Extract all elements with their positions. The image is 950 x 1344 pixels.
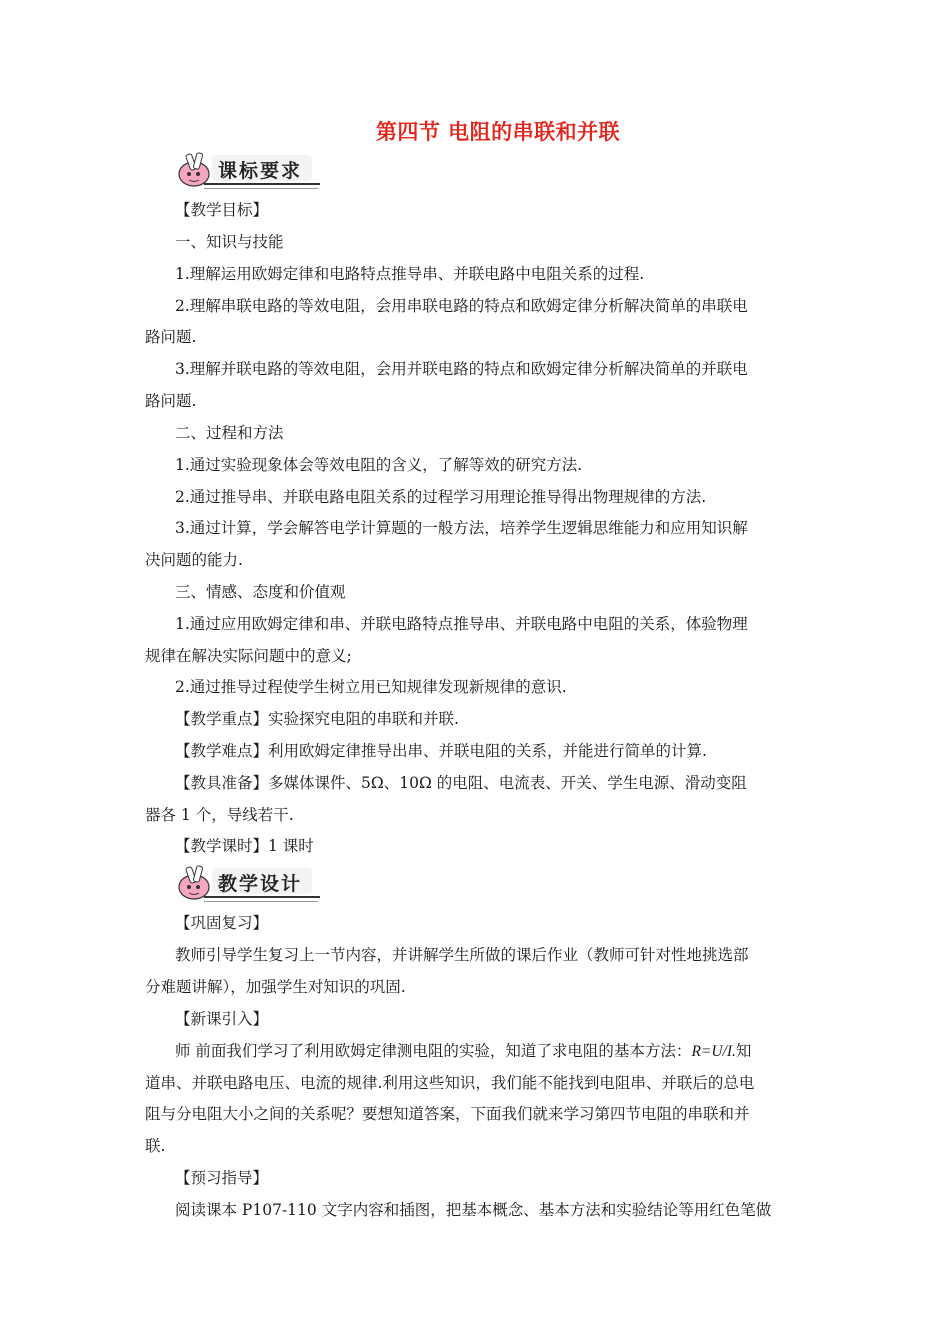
paragraph-line: 2.通过推导串、并联电路电阻关系的过程学习用理论推导得出物理规律的方法.: [175, 488, 707, 506]
paragraph-line: 路问题.: [145, 328, 197, 346]
heading-preview-guide: 【预习指导】: [175, 1169, 269, 1187]
paragraph-line: 3.理解并联电路的等效电阻，会用并联电路的特点和欧姆定律分析解决简单的并联电: [175, 360, 748, 378]
text-teaching-aids: 多媒体课件、5Ω、10Ω 的电阻、电流表、开关、学生电源、滑动变阻: [268, 774, 747, 792]
subheading-emotion-values: 三、情感、态度和价值观: [175, 583, 346, 601]
paragraph-line: 联.: [145, 1137, 166, 1155]
paragraph-line: 2.通过推导过程使学生树立用已知规律发现新规律的意识.: [175, 678, 567, 696]
page-title: 第四节 电阻的串联和并联: [375, 120, 621, 144]
paragraph-line: 阻与分电阻大小之间的关系呢？要想知道答案，下面我们就来学习第四节电阻的串联和并: [145, 1105, 750, 1123]
teaching-focus: [175, 709, 459, 729]
heading-teaching-goals: 【教学目标】: [175, 201, 269, 219]
label-teaching-difficulty: 【教学难点】: [175, 742, 269, 760]
paragraph-line: 1.通过应用欧姆定律和串、并联电路特点推导串、并联电路中电阻的关系，体验物理: [175, 615, 748, 633]
banner-label: 教学设计: [218, 873, 303, 895]
formula-ohms-law: R=U/I.: [691, 1043, 736, 1060]
paragraph-line: 1.理解运用欧姆定律和电路特点推导串、并联电路中电阻关系的过程.: [175, 265, 645, 283]
paragraph-line: [175, 1041, 751, 1062]
label-teaching-aids: 【教具准备】: [175, 774, 269, 792]
banner-label: 课标要求: [218, 160, 303, 182]
teaching-hours: [175, 836, 314, 856]
paragraph-line: 决问题的能力.: [145, 551, 243, 569]
subheading-knowledge-skills: 一、知识与技能: [175, 233, 284, 251]
text-segment: 师 前面我们学习了利用欧姆定律测电阻的实验，知道了求电阻的基本方法：: [175, 1042, 692, 1060]
label-teaching-hours: 【教学课时】: [175, 837, 269, 855]
subheading-process-methods: 二、过程和方法: [175, 424, 284, 442]
teaching-aids: [175, 773, 747, 793]
banner-curriculum-requirements: [174, 150, 320, 190]
heading-new-lesson-intro: 【新课引入】: [175, 1010, 269, 1028]
banner-underline: [204, 896, 320, 898]
paragraph-line: 1.通过实验现象体会等效电阻的含义，了解等效的研究方法.: [175, 456, 583, 474]
paragraph-line: 分难题讲解），加强学生对知识的巩固.: [145, 978, 406, 996]
text-teaching-hours: 1 课时: [268, 837, 314, 855]
banner-underline-thin: [204, 901, 318, 902]
teaching-difficulty: [175, 741, 707, 761]
paragraph-line: 3.通过计算，学会解答电学计算题的一般方法，培养学生逻辑思维能力和应用知识解: [175, 519, 748, 537]
text-segment: 知: [735, 1042, 752, 1060]
paragraph-line: 2.理解串联电路的等效电阻，会用串联电路的特点和欧姆定律分析解决简单的串联电: [175, 297, 748, 315]
paragraph-line: 道串、并联电路电压、电流的规律.利用这些知识，我们能不能找到电阻串、并联后的总电: [145, 1074, 755, 1092]
label-teaching-focus: 【教学重点】: [175, 710, 269, 728]
paragraph-line: 教师引导学生复习上一节内容，并讲解学生所做的课后作业（教师可针对性地挑选部: [175, 946, 749, 964]
banner-teaching-design: [174, 863, 320, 903]
paragraph-line: 规律在解决实际问题中的意义;: [145, 647, 352, 665]
banner-underline: [204, 183, 320, 185]
text-teaching-focus: 实验探究电阻的串联和并联.: [268, 710, 459, 728]
banner-underline-thin: [204, 188, 318, 189]
text-teaching-difficulty: 利用欧姆定律推导出串、并联电阻的关系，并能进行简单的计算.: [268, 742, 707, 760]
paragraph-line: 器各 1 个，导线若干.: [145, 806, 294, 824]
paragraph-line: 路问题.: [145, 392, 197, 410]
paragraph-line: 阅读课本 P107-110 文字内容和插图，把基本概念、基本方法和实验结论等用红色笔做: [175, 1201, 772, 1219]
heading-review: 【巩固复习】: [175, 914, 269, 932]
